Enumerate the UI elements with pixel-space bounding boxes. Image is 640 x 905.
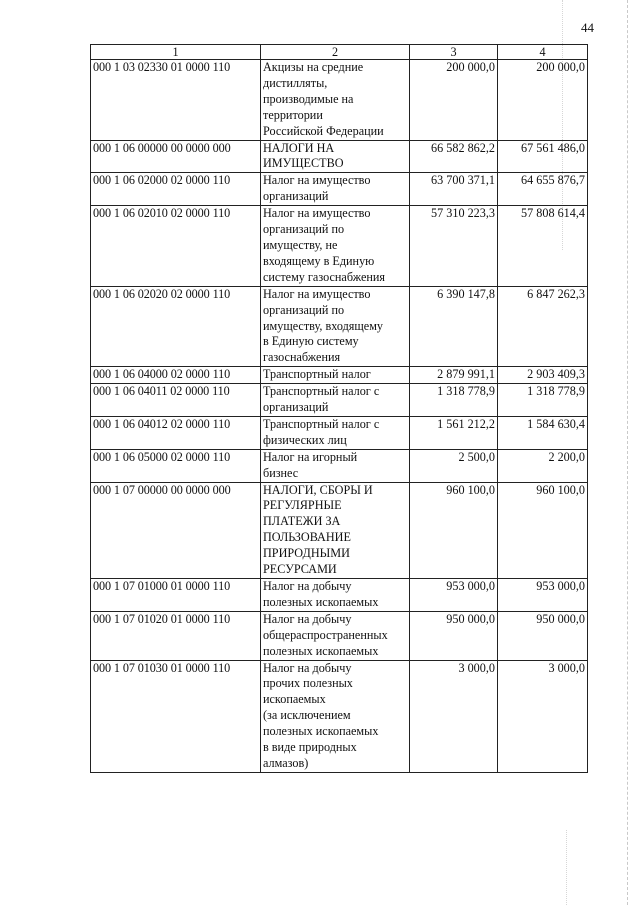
value-col3-cell: 200 000,0	[410, 60, 498, 141]
table-row	[91, 482, 588, 578]
value-col4-cell: 200 000,0	[498, 60, 588, 141]
budget-code-cell: 000 1 07 01020 01 0000 110	[91, 611, 261, 660]
table-row	[91, 60, 588, 141]
budget-code-cell: 000 1 07 00000 00 0000 000	[91, 482, 261, 578]
value-col3-cell: 66 582 862,2	[410, 140, 498, 173]
item-name-cell: Налог на добычу полезных ископаемых	[261, 579, 410, 612]
revenue-table	[90, 44, 588, 773]
table-row	[91, 173, 588, 206]
value-col4-cell: 1 318 778,9	[498, 384, 588, 417]
value-col4-cell: 960 100,0	[498, 482, 588, 578]
budget-code-cell: 000 1 06 04012 02 0000 110	[91, 416, 261, 449]
column-header-value-4: 4	[498, 45, 588, 60]
value-col4-cell: 57 808 614,4	[498, 206, 588, 287]
value-col3-cell: 6 390 147,8	[410, 286, 498, 367]
table-row	[91, 384, 588, 417]
value-col4-cell: 67 561 486,0	[498, 140, 588, 173]
column-header-code: 1	[91, 45, 261, 60]
table-row	[91, 367, 588, 384]
value-col4-cell: 1 584 630,4	[498, 416, 588, 449]
value-col4-cell: 2 200,0	[498, 449, 588, 482]
item-name-cell: Налог на добычу общераспространенных полезных ископаемых	[261, 611, 410, 660]
value-col4-cell: 2 903 409,3	[498, 367, 588, 384]
value-col4-cell: 950 000,0	[498, 611, 588, 660]
item-name-cell: НАЛОГИ, СБОРЫ И РЕГУЛЯРНЫЕ ПЛАТЕЖИ ЗА ПОЛЬЗОВАНИЕ ПРИРОДНЫМИ РЕСУРСАМИ	[261, 482, 410, 578]
table-row	[91, 416, 588, 449]
table-row	[91, 611, 588, 660]
item-name-cell: Налог на имущество организаций	[261, 173, 410, 206]
value-col3-cell: 1 318 778,9	[410, 384, 498, 417]
table-row	[91, 660, 588, 772]
value-col3-cell: 1 561 212,2	[410, 416, 498, 449]
item-name-cell: НАЛОГИ НА ИМУЩЕСТВО	[261, 140, 410, 173]
budget-code-cell: 000 1 06 04011 02 0000 110	[91, 384, 261, 417]
page-number: 44	[581, 20, 594, 35]
column-header-value-3: 3	[410, 45, 498, 60]
budget-code-cell: 000 1 06 02000 02 0000 110	[91, 173, 261, 206]
value-col4-cell: 953 000,0	[498, 579, 588, 612]
table-row	[91, 286, 588, 367]
value-col3-cell: 57 310 223,3	[410, 206, 498, 287]
item-name-cell: Акцизы на средние дистилляты, производимые на территории Российской Федерации	[261, 60, 410, 141]
column-header-name: 2	[261, 45, 410, 60]
value-col3-cell: 63 700 371,1	[410, 173, 498, 206]
value-col3-cell: 3 000,0	[410, 660, 498, 772]
value-col4-cell: 6 847 262,3	[498, 286, 588, 367]
budget-code-cell: 000 1 07 01030 01 0000 110	[91, 660, 261, 772]
value-col3-cell: 953 000,0	[410, 579, 498, 612]
value-col3-cell: 2 500,0	[410, 449, 498, 482]
item-name-cell: Налог на добычу прочих полезных ископаемых (за исключением полезных ископаемых в виде природных алмазов)	[261, 660, 410, 772]
table-body	[91, 60, 588, 773]
budget-code-cell: 000 1 03 02330 01 0000 110	[91, 60, 261, 141]
budget-code-cell: 000 1 06 00000 00 0000 000	[91, 140, 261, 173]
table-row	[91, 206, 588, 287]
item-name-cell: Транспортный налог с организаций	[261, 384, 410, 417]
value-col3-cell: 950 000,0	[410, 611, 498, 660]
item-name-cell: Налог на игорный бизнес	[261, 449, 410, 482]
scan-fold-line	[566, 830, 567, 905]
item-name-cell: Транспортный налог	[261, 367, 410, 384]
budget-code-cell: 000 1 06 05000 02 0000 110	[91, 449, 261, 482]
budget-code-cell: 000 1 06 04000 02 0000 110	[91, 367, 261, 384]
scan-edge-line	[627, 0, 628, 905]
value-col4-cell: 64 655 876,7	[498, 173, 588, 206]
table-row	[91, 449, 588, 482]
budget-code-cell: 000 1 06 02010 02 0000 110	[91, 206, 261, 287]
budget-code-cell: 000 1 07 01000 01 0000 110	[91, 579, 261, 612]
value-col3-cell: 960 100,0	[410, 482, 498, 578]
item-name-cell: Транспортный налог с физических лиц	[261, 416, 410, 449]
item-name-cell: Налог на имущество организаций по имуществу, не входящему в Единую систему газоснабжения	[261, 206, 410, 287]
table-header-row	[91, 45, 588, 60]
item-name-cell: Налог на имущество организаций по имуществу, входящему в Единую систему газоснабжения	[261, 286, 410, 367]
budget-code-cell: 000 1 06 02020 02 0000 110	[91, 286, 261, 367]
table-row	[91, 579, 588, 612]
table-row	[91, 140, 588, 173]
value-col3-cell: 2 879 991,1	[410, 367, 498, 384]
value-col4-cell: 3 000,0	[498, 660, 588, 772]
